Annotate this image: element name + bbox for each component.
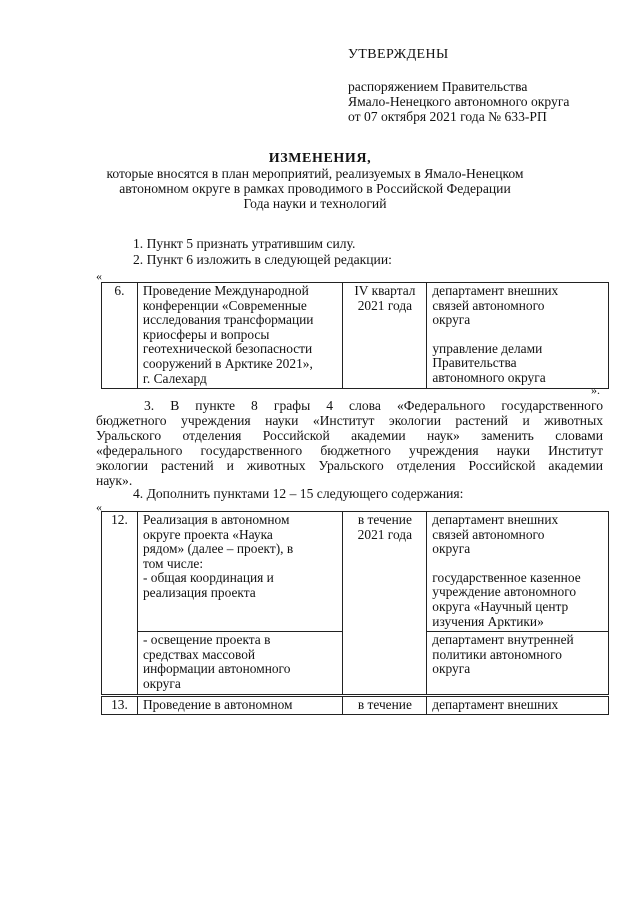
close-quote: ». (591, 383, 600, 397)
term-cell: IV квартал 2021 года (343, 283, 427, 389)
row-number: 12. (102, 512, 138, 696)
table-row (102, 512, 609, 632)
paragraph-4: 4. Дополнить пунктами 12 – 15 следующего содержания: (133, 486, 464, 501)
responsible-cell: департамент внешних (427, 695, 609, 715)
event-cell: Проведение Международной конференции «Современные исследования трансформации криосферы и вопросы геотехнической безопасности сооружений в Арктике 2021», г. Салехард (137, 283, 343, 389)
row-number: 6. (102, 283, 138, 389)
row-number: 13. (102, 695, 138, 715)
paragraph-1: 1. Пункт 5 признать утратившим силу. (133, 236, 356, 251)
table-items-12-15 (101, 511, 609, 715)
event-cell: Проведение в автономном (137, 695, 342, 715)
approval-order (348, 79, 628, 124)
paragraph-3: 3. В пункте 8 графы 4 слова «Федерального государственного бюджетного учреждения науки «Институт экологии растений и животных Уральского отделения Российской академии наук» заменить словами «федерального государственного бюджетного учреждения науки Институт экологии растений и животных Уральского отделения Российской академии наук». (96, 398, 603, 488)
table-row (102, 283, 609, 389)
order-line: распоряжением Правительства (348, 79, 528, 94)
paragraph-2: 2. Пункт 6 изложить в следующей редакции: (133, 252, 392, 267)
open-quote-2: « (96, 500, 102, 514)
subtitle-line: Года науки и технологий (243, 196, 387, 211)
responsible-cell: департамент внутренней политики автономного округа (427, 632, 609, 695)
order-line: Ямало-Ненецкого автономного округа (348, 94, 570, 109)
order-line: от 07 октября 2021 года № 633-РП (348, 109, 547, 124)
approved-stamp: УТВЕРЖДЕНЫ (348, 47, 449, 62)
term-cell: в течение (343, 695, 427, 715)
subtitle-line: автономном округе в рамках проводимого в Российской Федерации (119, 181, 511, 196)
event-cell: - освещение проекта в средствах массовой информации автономного округа (137, 632, 342, 695)
open-quote: « (96, 269, 102, 283)
table-row (102, 695, 609, 715)
document-title: ИЗМЕНЕНИЯ, (268, 151, 372, 166)
subtitle-line: которые вносятся в план мероприятий, реализуемых в Ямало-Ненецком (106, 166, 524, 181)
event-cell: Реализация в автономном округе проекта «Наука рядом» (далее – проект), в том числе: - общая координация и реализация проекта (137, 512, 342, 632)
responsible-cell: департамент внешних связей автономного округа управление делами Правительства автономного округа (427, 283, 609, 389)
term-cell: в течение 2021 года (343, 512, 427, 696)
table-item-6 (101, 282, 609, 389)
responsible-cell: департамент внешних связей автономного округа государственное казенное учреждение автономного округа «Научный центр изучения Арктики» (427, 512, 609, 632)
document-subtitle (80, 166, 550, 211)
